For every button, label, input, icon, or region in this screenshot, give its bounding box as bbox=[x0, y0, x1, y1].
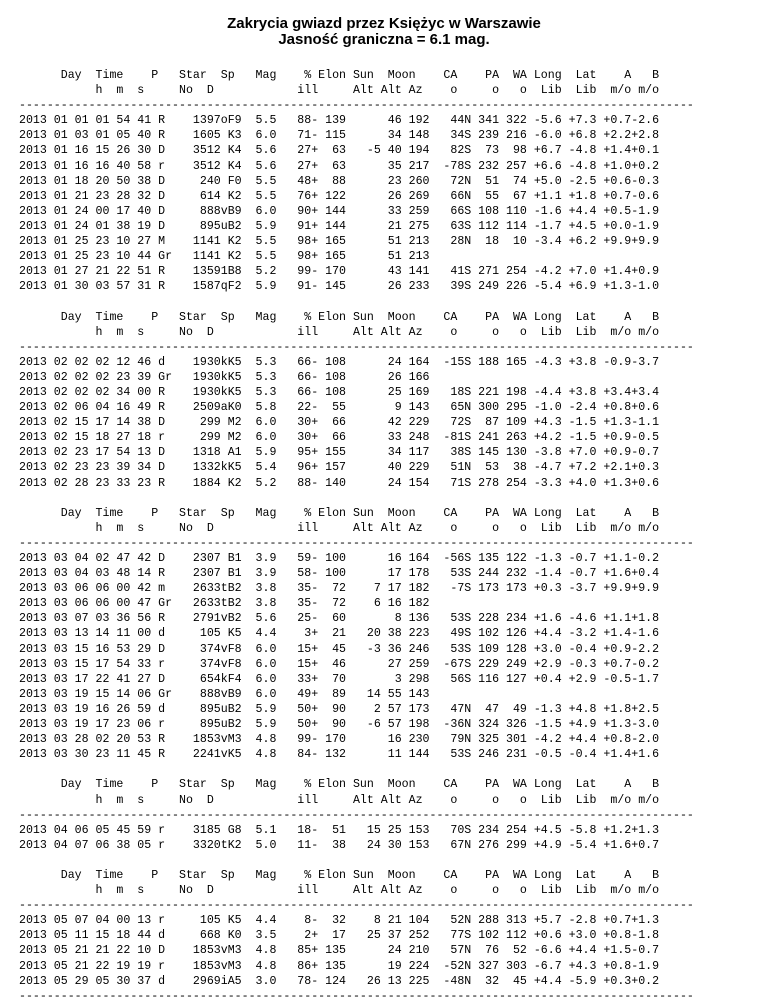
table-row: 2013 02 23 23 39 34 D 1332kK5 5.4 96+ 157 40 229 51N 53 38 -4.7 +7.2 +2.1+0.3 bbox=[19, 461, 660, 475]
table-row: 2013 02 15 18 27 18 r 299 M2 6.0 30+ 66 33 248 -81S 241 263 +4.2 -1.5 +0.9-0.5 bbox=[19, 431, 660, 445]
table-row: 2013 01 21 23 28 32 D 614 K2 5.5 76+ 122 26 269 66N 55 67 +1.1 +1.8 +0.7-0.6 bbox=[19, 189, 660, 203]
table-row: 2013 03 07 03 36 56 R 2791vB2 5.6 25- 60 8 136 53S 228 234 +1.6 -4.6 +1.1+1.8 bbox=[19, 612, 660, 626]
table-row: 2013 03 30 23 11 45 R 2241vK5 4.8 84- 132 11 144 53S 246 231 -0.5 -0.4 +1.4+1.6 bbox=[19, 748, 660, 762]
column-header: Day Time P Star Sp Mag % Elon Sun Moon CA PA WA Long Lat A B bbox=[19, 506, 660, 520]
header bbox=[0, 16, 768, 48]
table-row: 2013 05 11 15 18 44 d 668 K0 3.5 2+ 17 25 37 252 77S 102 112 +0.6 +3.0 +0.8-1.8 bbox=[19, 929, 660, 943]
blank-line bbox=[19, 762, 694, 777]
table-row: 2013 03 17 22 41 27 D 654kF4 6.0 33+ 70 3 298 56S 116 127 +0.4 +2.9 -0.5-1.7 bbox=[19, 672, 660, 686]
table-row: 2013 03 13 14 11 00 d 105 K5 4.4 3+ 21 20 38 223 49S 102 126 +4.4 -3.2 +1.4-1.6 bbox=[19, 627, 660, 641]
table-row: 2013 02 02 02 12 46 d 1930kK5 5.3 66- 108 24 164 -15S 188 165 -4.3 +3.8 -0.9-3.7 bbox=[19, 355, 660, 369]
column-subheader: h m s No D ill Alt Alt Az o o o Lib Lib m/o m/o bbox=[19, 884, 660, 898]
table-row: 2013 01 30 03 57 31 R 1587qF2 5.9 91- 145 26 233 39S 249 226 -5.4 +6.9 +1.3-1.0 bbox=[19, 280, 660, 294]
table-divider: ------------------------------------------------------------------------------------------------- bbox=[19, 340, 694, 354]
table-row: 2013 03 06 06 00 47 Gr 2633tB2 3.8 35- 72 6 16 182 bbox=[19, 597, 430, 611]
table-row: 2013 01 27 21 22 51 R 13591B8 5.2 99- 170 43 141 41S 271 254 -4.2 +7.0 +1.4+0.9 bbox=[19, 265, 660, 279]
blank-line bbox=[19, 294, 694, 309]
column-header: Day Time P Star Sp Mag % Elon Sun Moon CA PA WA Long Lat A B bbox=[19, 69, 660, 82]
table-row: 2013 03 04 03 48 14 R 2307 B1 3.9 58- 100 17 178 53S 244 232 -1.4 -0.7 +1.6+0.4 bbox=[19, 567, 660, 581]
table-row: 2013 02 28 23 33 23 R 1884 K2 5.2 88- 140 24 154 71S 278 254 -3.3 +4.0 +1.3+0.6 bbox=[19, 476, 660, 490]
table-row: 2013 03 19 15 14 06 Gr 888vB9 6.0 49+ 89 14 55 143 bbox=[19, 687, 430, 701]
table-row: 2013 02 02 02 34 00 R 1930kK5 5.3 66- 108 25 169 18S 221 198 -4.4 +3.8 +3.4+3.4 bbox=[19, 385, 660, 399]
table-row: 2013 01 01 01 54 41 R 1397oF9 5.5 88- 139 46 192 44N 341 322 -5.6 +7.3 +0.7-2.6 bbox=[19, 114, 660, 128]
table-row: 2013 02 23 17 54 13 D 1318 A1 5.9 95+ 155 34 117 38S 145 130 -3.8 +7.0 +0.9-0.7 bbox=[19, 446, 660, 460]
table-row: 2013 03 19 17 23 06 r 895uB2 5.9 50+ 90 -6 57 198 -36N 324 326 -1.5 +4.9 +1.3-3.0 bbox=[19, 718, 660, 732]
table-row: 2013 02 15 17 14 38 D 299 M2 6.0 30+ 66 42 229 72S 87 109 +4.3 -1.5 +1.3-1.1 bbox=[19, 416, 660, 430]
page-title: Zakrycia gwiazd przez Księżyc w Warszawie bbox=[227, 15, 541, 32]
blank-line bbox=[19, 491, 694, 506]
column-subheader: h m s No D ill Alt Alt Az o o o Lib Lib m/o m/o bbox=[19, 84, 660, 98]
table-row: 2013 01 18 20 50 38 D 240 F0 5.5 48+ 88 23 260 72N 51 74 +5.0 -2.5 +0.6-0.3 bbox=[19, 174, 660, 188]
page-subtitle: Jasność graniczna = 6.1 mag. bbox=[278, 31, 490, 48]
table-row: 2013 04 07 06 38 05 r 3320tK2 5.0 11- 38 24 30 153 67N 276 299 +4.9 -5.4 +1.6+0.7 bbox=[19, 838, 660, 852]
occultation-table bbox=[19, 68, 694, 1004]
table-row: 2013 03 06 06 00 42 m 2633tB2 3.8 35- 72 7 17 182 -7S 173 173 +0.3 -3.7 +9.9+9.9 bbox=[19, 582, 660, 596]
table-row: 2013 03 19 16 26 59 d 895uB2 5.9 50+ 90 2 57 173 47N 47 49 -1.3 +4.8 +1.8+2.5 bbox=[19, 702, 660, 716]
table-row: 2013 01 03 01 05 40 R 1605 K3 6.0 71- 115 34 148 34S 239 216 -6.0 +6.8 +2.2+2.8 bbox=[19, 129, 660, 143]
table-divider: ------------------------------------------------------------------------------------------------- bbox=[19, 899, 694, 913]
column-subheader: h m s No D ill Alt Alt Az o o o Lib Lib m/o m/o bbox=[19, 521, 660, 535]
table-row: 2013 01 16 16 40 58 r 3512 K4 5.6 27+ 63 35 217 -78S 232 257 +6.6 -4.8 +1.0+0.2 bbox=[19, 159, 660, 173]
column-subheader: h m s No D ill Alt Alt Az o o o Lib Lib m/o m/o bbox=[19, 325, 660, 339]
blank-line bbox=[19, 853, 694, 868]
column-subheader: h m s No D ill Alt Alt Az o o o Lib Lib m/o m/o bbox=[19, 793, 660, 807]
table-row: 2013 01 16 15 26 30 D 3512 K4 5.6 27+ 63 -5 40 194 82S 73 98 +6.7 -4.8 +1.4+0.1 bbox=[19, 144, 660, 158]
table-row: 2013 05 21 22 19 19 r 1853vM3 4.8 86+ 135 19 224 -52N 327 303 -6.7 +4.3 +0.8-1.9 bbox=[19, 959, 660, 973]
table-row: 2013 03 28 02 20 53 R 1853vM3 4.8 99- 170 16 230 79N 325 301 -4.2 +4.4 +0.8-2.0 bbox=[19, 733, 660, 747]
table-row: 2013 01 25 23 10 44 Gr 1141 K2 5.5 98+ 165 51 213 bbox=[19, 250, 430, 264]
column-header: Day Time P Star Sp Mag % Elon Sun Moon CA PA WA Long Lat A B bbox=[19, 778, 660, 792]
table-row: 2013 04 06 05 45 59 r 3185 G8 5.1 18- 51 15 25 153 70S 234 254 +4.5 -5.8 +1.2+1.3 bbox=[19, 823, 660, 837]
table-row: 2013 01 24 00 17 40 D 888vB9 6.0 90+ 144 33 259 66S 108 110 -1.6 +4.4 +0.5-1.9 bbox=[19, 204, 660, 218]
table-row: 2013 05 29 05 30 37 d 2969iA5 3.0 78- 124 26 13 225 -48N 32 45 +4.4 -5.9 +0.3+0.2 bbox=[19, 974, 660, 988]
table-divider: ------------------------------------------------------------------------------------------------- bbox=[19, 808, 694, 822]
table-row: 2013 02 06 04 16 49 R 2509aK0 5.8 22- 55 9 143 65N 300 295 -1.0 -2.4 +0.8+0.6 bbox=[19, 401, 660, 415]
table-row: 2013 05 07 04 00 13 r 105 K5 4.4 8- 32 8 21 104 52N 288 313 +5.7 -2.8 +0.7+1.3 bbox=[19, 914, 660, 928]
table-divider: ------------------------------------------------------------------------------------------------- bbox=[19, 99, 694, 113]
table-divider: ------------------------------------------------------------------------------------------------- bbox=[19, 989, 694, 1003]
table-row: 2013 01 25 23 10 27 M 1141 K2 5.5 98+ 165 51 213 28N 18 10 -3.4 +6.2 +9.9+9.9 bbox=[19, 235, 660, 249]
table-divider: ------------------------------------------------------------------------------------------------- bbox=[19, 536, 694, 550]
column-header: Day Time P Star Sp Mag % Elon Sun Moon CA PA WA Long Lat A B bbox=[19, 310, 660, 324]
table-row: 2013 03 15 17 54 33 r 374vF8 6.0 15+ 46 27 259 -67S 229 249 +2.9 -0.3 +0.7-0.2 bbox=[19, 657, 660, 671]
column-header: Day Time P Star Sp Mag % Elon Sun Moon CA PA WA Long Lat A B bbox=[19, 868, 660, 882]
table-row: 2013 03 15 16 53 29 D 374vF8 6.0 15+ 45 -3 36 246 53S 109 128 +3.0 -0.4 +0.9-2.2 bbox=[19, 642, 660, 656]
table-row: 2013 03 04 02 47 42 D 2307 B1 3.9 59- 100 16 164 -56S 135 122 -1.3 -0.7 +1.1-0.2 bbox=[19, 552, 660, 565]
table-row: 2013 05 21 21 22 10 D 1853vM3 4.8 85+ 135 24 210 57N 76 52 -6.6 +4.4 +1.5-0.7 bbox=[19, 944, 660, 958]
table-row: 2013 01 24 01 38 19 D 895uB2 5.9 91+ 144 21 275 63S 112 114 -1.7 +4.5 +0.0-1.9 bbox=[19, 219, 660, 233]
table-row: 2013 02 02 02 23 39 Gr 1930kK5 5.3 66- 108 26 166 bbox=[19, 370, 430, 384]
